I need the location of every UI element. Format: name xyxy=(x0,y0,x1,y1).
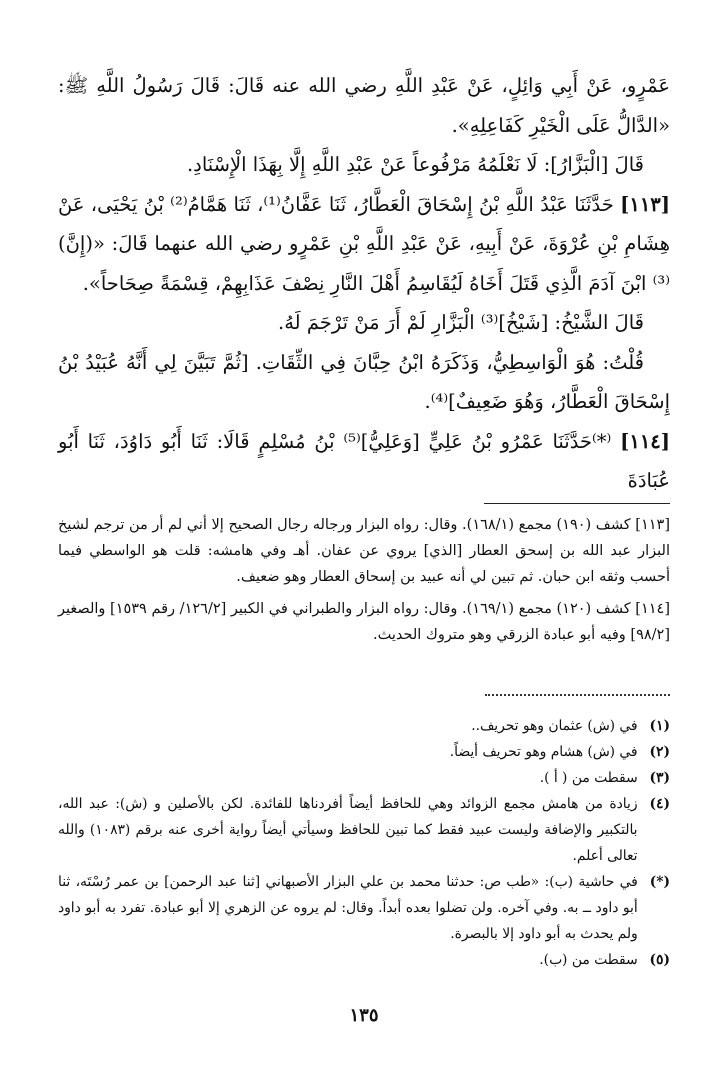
footnote-text: في حاشية (ب): «طب ص: حدثنا محمد بن علي البزار الأصبهاني [ثنا عبد الرحمن] بن عمر رُسْتَه، ثنا أبو داود ــ به. وفي آخره. ولن تضلوا بعده أبداً. وقال: لم يروه عن الزهري إلا أبو عبادة. تفرد به أبو داود ولم يحدث به أبو داود إلا بالبصرة. xyxy=(58,874,638,942)
footnote xyxy=(58,739,670,765)
hadith-number: [١١٤] xyxy=(620,429,671,453)
footnote-text: في (ش) هشام وهو تحريف أيضاً. xyxy=(449,744,638,760)
footnote-number: (٢) xyxy=(649,744,670,760)
footnote-number: (٤) xyxy=(649,796,670,812)
footnote xyxy=(58,947,670,973)
hadith-number: [١١٣] xyxy=(620,192,671,216)
footnote-text: سقطت من (ب). xyxy=(539,952,638,968)
footnote-number: (٥) xyxy=(649,952,670,968)
hadith-text: ⁽*⁾حَدَّثَنَا عَمْرُو بْنُ عَلِيٍّ [وَعَلِيُّ]⁽⁵⁾ بْنُ مُسْلِمٍ قَالَا: ثَنَا أَبُو دَاوُدَ، ثَنَا أَبُو عُبَادَةَ xyxy=(58,429,670,492)
hadith-114 xyxy=(58,422,670,501)
hadith-text-continued: عَمْرٍو، عَنْ أَبِي وَائِلٍ، عَنْ عَبْدِ اللَّهِ رضي الله عنه قَالَ: قَالَ رَسُولُ اللَّهِ ﷺ: «الدَّالُّ عَلَى الْخَيْرِ كَفَاعِلِهِ». xyxy=(58,74,670,137)
footnote-text: سقطت من ( أ ). xyxy=(539,770,638,786)
footnote-number: (*) xyxy=(649,874,670,890)
section-divider xyxy=(484,503,670,504)
page-number: ١٣٥ xyxy=(349,1005,379,1026)
footnote-text: في (ش) عثمان وهو تحريف.. xyxy=(471,718,638,734)
footnote-number: (١) xyxy=(649,718,670,734)
takhrij-notes xyxy=(58,512,670,654)
note-113: [١١٣] كشف (١٩٠) مجمع (١٦٨/١). وقال: رواه البزار ورجاله رجال الصحيح إلا أني لم أر من ترجم لشيخ البزار عبد الله بن إسحق العطار [الذي] يروي عن عفان. أهـ وفي هامشه: قلت هو الواسطي فيما أحسب وثقه ابن حبان. ثم تبين لي أنه عبيد بن إسحاق العطار وهو ضعيف. xyxy=(58,517,670,585)
footnote xyxy=(58,765,670,791)
footnote xyxy=(58,791,670,869)
author-comment: قُلْتُ: هُوَ الْوَاسِطِيُّ، وَذَكَرَهُ ابْنُ حِبَّانَ فِي الثِّقَاتِ. [ثُمَّ تَبَيَّنَ لِي أَنَّهُ عُبَيْدُ بْنُ إِسْحَاقَ الْعَطَّارُ، وَهُوَ ضَعِيفٌ]⁽⁴⁾. xyxy=(58,350,670,413)
footnote xyxy=(58,869,670,947)
bazzar-comment: قَالَ [الْبَزَّارُ]: لَا نَعْلَمُهُ مَرْفُوعاً عَنْ عَبْدِ اللَّهِ إِلَّا بِهَذَا الْإِسْنَادِ. xyxy=(186,153,644,176)
sheikh-comment: قَالَ الشَّيْخُ: [شَيْخُ]⁽³⁾ الْبَزَّارِ لَمْ أَرَ مَنْ تَرْجَمَ لَهُ. xyxy=(278,311,644,334)
footnote xyxy=(58,713,670,739)
main-text xyxy=(58,66,670,501)
hadith-text: حَدَّثَنَا عَبْدُ اللَّهِ بْنُ إِسْحَاقَ الْعَطَّارُ، ثَنَا عَفَّانُ⁽¹⁾، ثَنَا هَمَّامُ⁽²⁾ بْنُ يَحْيَى، عَنْ هِشَامِ بْنِ عُرْوَةَ، عَنْ أَبِيهِ، عَنْ عَبْدِ اللَّهِ بْنِ عَمْرٍو رضي الله عنهما قَالَ: «(إِنَّ)⁽³⁾ ابْنَ آدَمَ الَّذِي قَتَلَ أَخَاهُ لَيُقَاسِمُ أَهْلَ النَّارِ نِصْفَ عَذَابِهِمْ، قِسْمَةً صِحَاحاً». xyxy=(58,192,670,295)
footnote-text: زيادة من هامش مجمع الزوائد وهي للحافظ أيضاً أفردناها للفائدة. لكن بالأصلين و (ش): عبد الله، بالتكبير والإضافة وليست عبيد فقط كما تبين للحافظ وسيأتي أيضاً رواية أخرى عنه برقم (١٠٨٣) والله تعالى أعلم. xyxy=(58,796,638,864)
note-114: [١١٤] كشف (١٢٠) مجمع (١٦٩/١). وقال: رواه البزار والطبراني في الكبير [١٢٦/٢/ رقم ١٥٣٩] والصغير [٩٨/٢] وفيه أبو عبادة الزرقي وهو متروك الحديث. xyxy=(58,601,670,643)
footnote-divider xyxy=(485,694,670,696)
book-page xyxy=(58,0,670,1076)
footnotes xyxy=(58,713,670,973)
hadith-113 xyxy=(58,185,670,304)
footnote-number: (٣) xyxy=(649,770,670,786)
